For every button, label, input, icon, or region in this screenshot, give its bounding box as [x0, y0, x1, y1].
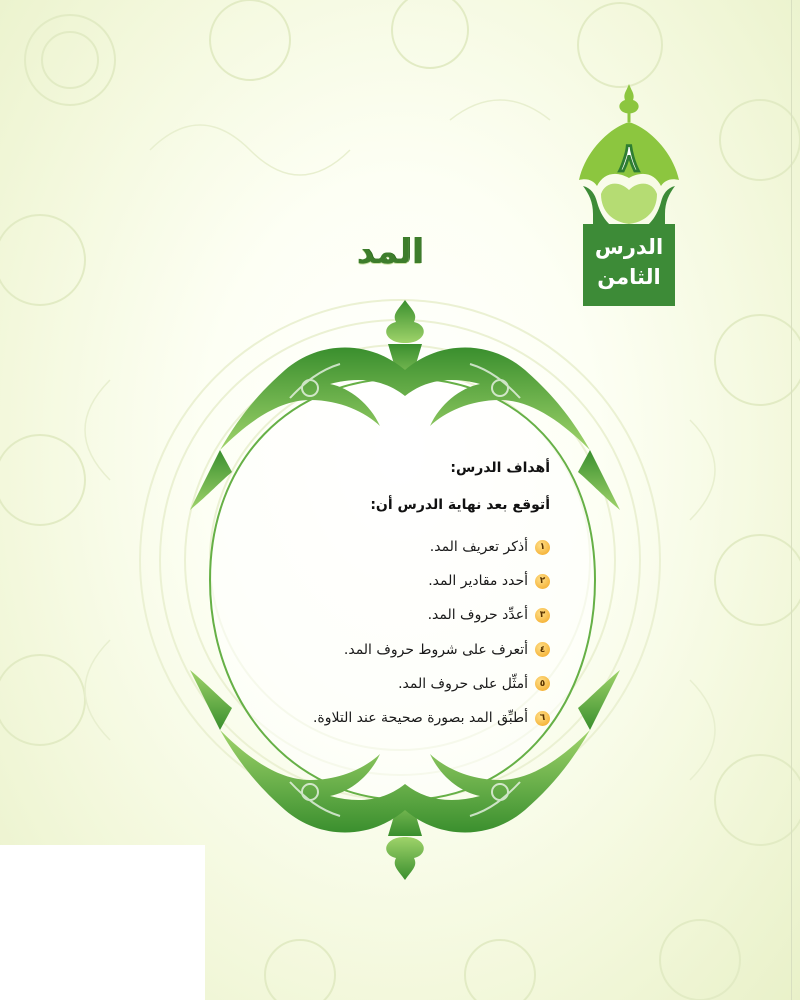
lesson-badge	[575, 82, 683, 306]
objective-item	[250, 667, 550, 701]
objective-number-badge: ٣	[535, 608, 550, 623]
objective-number-badge: ٥	[535, 676, 550, 691]
objective-number-badge: ١	[535, 540, 550, 555]
objective-text: أمثِّل على حروف المد.	[398, 675, 528, 692]
objective-text: أذكر تعريف المد.	[429, 539, 528, 556]
lesson-label	[575, 232, 683, 292]
objective-text: أحدد مقادير المد.	[428, 573, 528, 590]
objective-text: أعدِّد حروف المد.	[427, 607, 528, 624]
objective-item	[250, 564, 550, 598]
objective-item	[250, 530, 550, 564]
lesson-number: ٨	[618, 134, 640, 181]
lesson-label-line2: الثامن	[597, 265, 661, 289]
objective-number-badge: ٢	[535, 574, 550, 589]
objectives-list	[250, 530, 550, 735]
objective-text: أتعرف على شروط حروف المد.	[343, 641, 528, 658]
lesson-label-line1: الدرس	[594, 235, 664, 259]
objective-number-badge: ٦	[535, 711, 550, 726]
objective-item	[250, 598, 550, 632]
objectives-intro: أتوقع بعد نهاية الدرس أن:	[370, 497, 550, 513]
objective-number-badge: ٤	[535, 642, 550, 657]
lesson-title: المد	[356, 232, 424, 272]
objective-text: أطبِّق المد بصورة صحيحة عند التلاوة.	[312, 710, 528, 727]
page-edge-line	[791, 0, 792, 1000]
objectives-heading: أهداف الدرس:	[450, 460, 550, 476]
objective-item	[250, 633, 550, 667]
blank-corner-area	[0, 845, 205, 1000]
objective-item	[250, 701, 550, 735]
